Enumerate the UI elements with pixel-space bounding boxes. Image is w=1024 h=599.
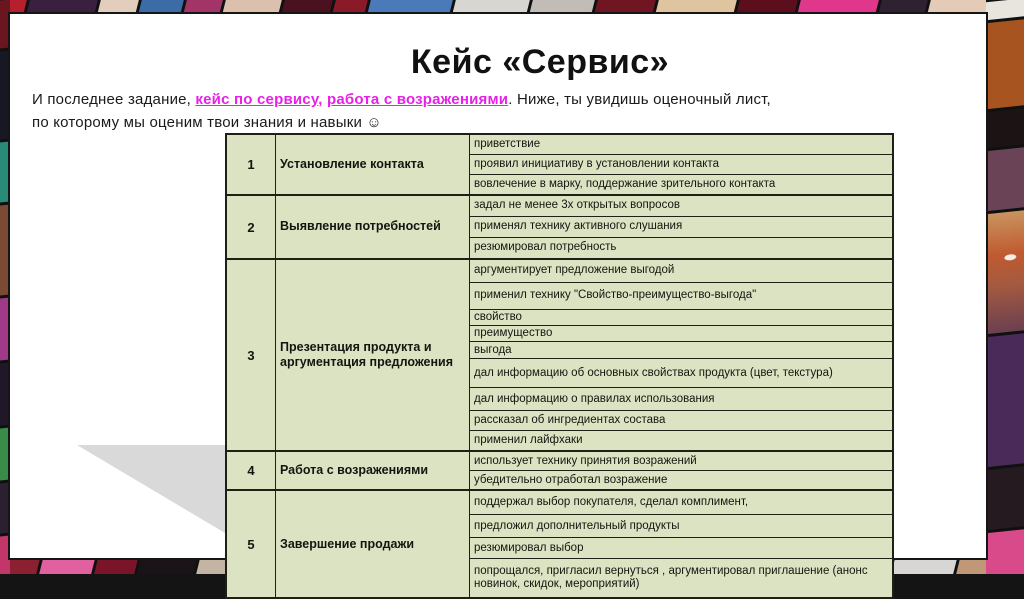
criteria-cell: выгода — [470, 342, 894, 359]
intro-paragraph — [32, 88, 852, 134]
intro-separator: , — [318, 91, 327, 108]
criteria-cell: применил лайфхаки — [470, 431, 894, 452]
collage-photo — [986, 210, 1024, 335]
stage-number-cell: 2 — [226, 195, 276, 259]
link-case-service[interactable]: кейс по сервису — [195, 91, 319, 108]
criteria-cell: попрощался, пригласил вернуться , аргументировал приглашение (анонс новинок, скидок, мероприятий) — [470, 559, 894, 599]
collage-photo — [986, 19, 1024, 110]
criteria-cell: задал не менее 3х открытых вопросов — [470, 195, 894, 217]
criteria-cell: приветствие — [470, 134, 894, 155]
collage-photo — [137, 558, 198, 574]
stage-name-cell: Презентация продукта и аргументация предложения — [276, 259, 470, 451]
criteria-cell: резюмировал потребность — [470, 238, 894, 260]
intro-line-2: по которому мы оценим твои знания и навыки ☺ — [32, 114, 382, 131]
criteria-cell: применил технику "Свойство-преимущество-выгода" — [470, 283, 894, 310]
criteria-cell: вовлечение в марку, поддержание зрительного контакта — [470, 175, 894, 196]
stage-name-cell: Установление контакта — [276, 134, 470, 195]
criteria-cell: резюмировал выбор — [470, 538, 894, 559]
criteria-cell: рассказал об ингредиентах состава — [470, 411, 894, 431]
collage-photo — [986, 466, 1024, 531]
slide-canvas — [8, 12, 988, 591]
stage-number-cell: 3 — [226, 259, 276, 451]
criteria-cell: предложил дополнительный продукты — [470, 515, 894, 538]
page-title: Кейс «Сервис» — [410, 43, 670, 81]
criteria-cell: преимущество — [470, 326, 894, 342]
criteria-cell: проявил инициативу в установлении контакта — [470, 155, 894, 175]
table-row — [226, 451, 893, 471]
criteria-cell: аргументирует предложение выгодой — [470, 259, 894, 283]
criteria-cell: использует технику принятия возражений — [470, 451, 894, 471]
intro-prefix: И последнее задание, — [32, 91, 196, 108]
table-row — [226, 195, 893, 217]
collage-photo — [986, 529, 1024, 574]
table-row — [226, 490, 893, 515]
collage-photo — [986, 108, 1024, 149]
criteria-cell: дал информацию о правилах использования — [470, 388, 894, 411]
table-shadow — [77, 445, 225, 533]
table-row — [226, 134, 893, 155]
collage-photo — [986, 0, 1024, 20]
criteria-cell: применял технику активного слушания — [470, 217, 894, 238]
stage-number-cell: 4 — [226, 451, 276, 490]
stage-name-cell: Выявление потребностей — [276, 195, 470, 259]
photo-collage-right — [986, 0, 1024, 574]
stage-number-cell: 1 — [226, 134, 276, 195]
collage-photo — [39, 558, 96, 574]
intro-line-1 — [32, 88, 852, 111]
evaluation-table-container — [225, 133, 894, 599]
criteria-cell: свойство — [470, 310, 894, 326]
criteria-cell: поддержал выбор покупателя, сделал комплимент, — [470, 490, 894, 515]
link-objections[interactable]: работа с возражениями — [327, 91, 509, 108]
collage-photo — [94, 558, 139, 574]
collage-photo — [891, 558, 958, 574]
stage-name-cell: Работа с возражениями — [276, 451, 470, 490]
intro-suffix: . Ниже, ты увидишь оценочный лист, — [508, 91, 771, 108]
stage-number-cell: 5 — [226, 490, 276, 598]
collage-photo — [986, 333, 1024, 468]
collage-photo — [986, 147, 1024, 212]
criteria-cell: дал информацию об основных свойствах продукта (цвет, текстура) — [470, 359, 894, 388]
table-row — [226, 259, 893, 283]
stage-name-cell: Завершение продажи — [276, 490, 470, 598]
evaluation-table — [225, 133, 894, 599]
criteria-cell: убедительно отработал возражение — [470, 471, 894, 491]
